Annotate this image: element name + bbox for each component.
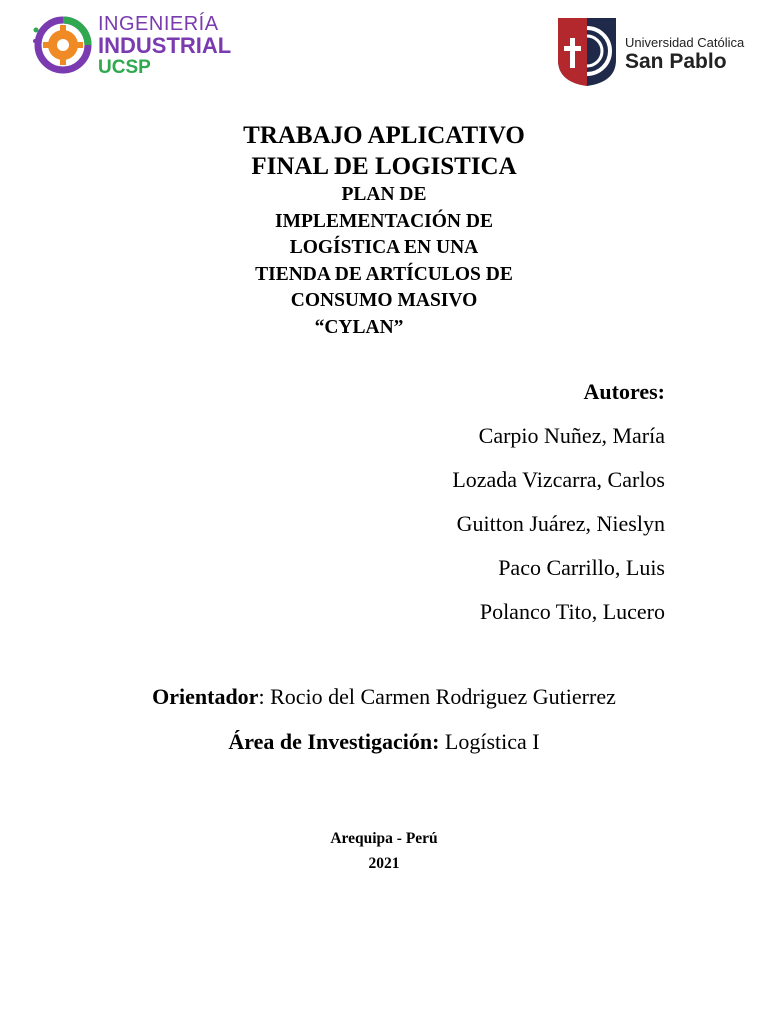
- subtitle-line: “CYLAN”: [314, 316, 404, 338]
- orientador-value: Rocio del Carmen Rodriguez Gutierrez: [270, 684, 616, 709]
- author-name: Paco Carrillo, Luis: [498, 555, 665, 580]
- authors-section: [452, 378, 665, 634]
- subtitle-line: CONSUMO MASIVO: [290, 290, 478, 311]
- gear-emblem-icon: [30, 16, 96, 74]
- area-line: [0, 729, 768, 755]
- right-logo-line2: San Pablo: [625, 50, 727, 73]
- footer-place: Arequipa - Perú: [330, 830, 438, 847]
- title-block: [0, 120, 768, 341]
- left-logo-line1: INGENIERÍA: [98, 13, 219, 35]
- orientador-sep: :: [258, 684, 271, 709]
- ucsp-logo: [556, 16, 746, 88]
- area-value: Logística I: [439, 729, 540, 754]
- authors-list: [452, 414, 665, 634]
- title-line: TRABAJO APLICATIVO: [243, 122, 525, 149]
- area-label: Área de Investigación:: [228, 729, 440, 754]
- subtitle-line: PLAN DE: [341, 184, 427, 205]
- ingenieria-industrial-logo: [30, 14, 230, 76]
- title-line: FINAL DE LOGISTICA: [251, 153, 517, 180]
- shield-cross-icon: [556, 16, 618, 88]
- author-name: Guitton Juárez, Nieslyn: [456, 511, 665, 536]
- left-logo-line3: UCSP: [98, 57, 151, 78]
- subtitle-line: TIENDA DE ARTÍCULOS DE: [255, 263, 513, 285]
- subtitle-line: LOGÍSTICA EN UNA: [289, 237, 479, 258]
- left-logo-text: [98, 14, 231, 77]
- author-name: Lozada Vizcarra, Carlos: [452, 467, 665, 492]
- footer-year: 2021: [368, 855, 400, 872]
- orientador-label: Orientador: [152, 684, 259, 709]
- author-name: Carpio Nuñez, María: [478, 423, 665, 448]
- author-name: Polanco Tito, Lucero: [479, 599, 665, 624]
- orientador-line: [0, 684, 768, 710]
- subtitle-line: IMPLEMENTACIÓN DE: [275, 210, 493, 232]
- right-logo-text: [625, 36, 744, 72]
- authors-label: Autores:: [583, 379, 665, 404]
- right-logo-line1: Universidad Católica: [625, 35, 745, 50]
- left-logo-line2: INDUSTRIAL: [98, 33, 232, 58]
- footer: [0, 826, 768, 876]
